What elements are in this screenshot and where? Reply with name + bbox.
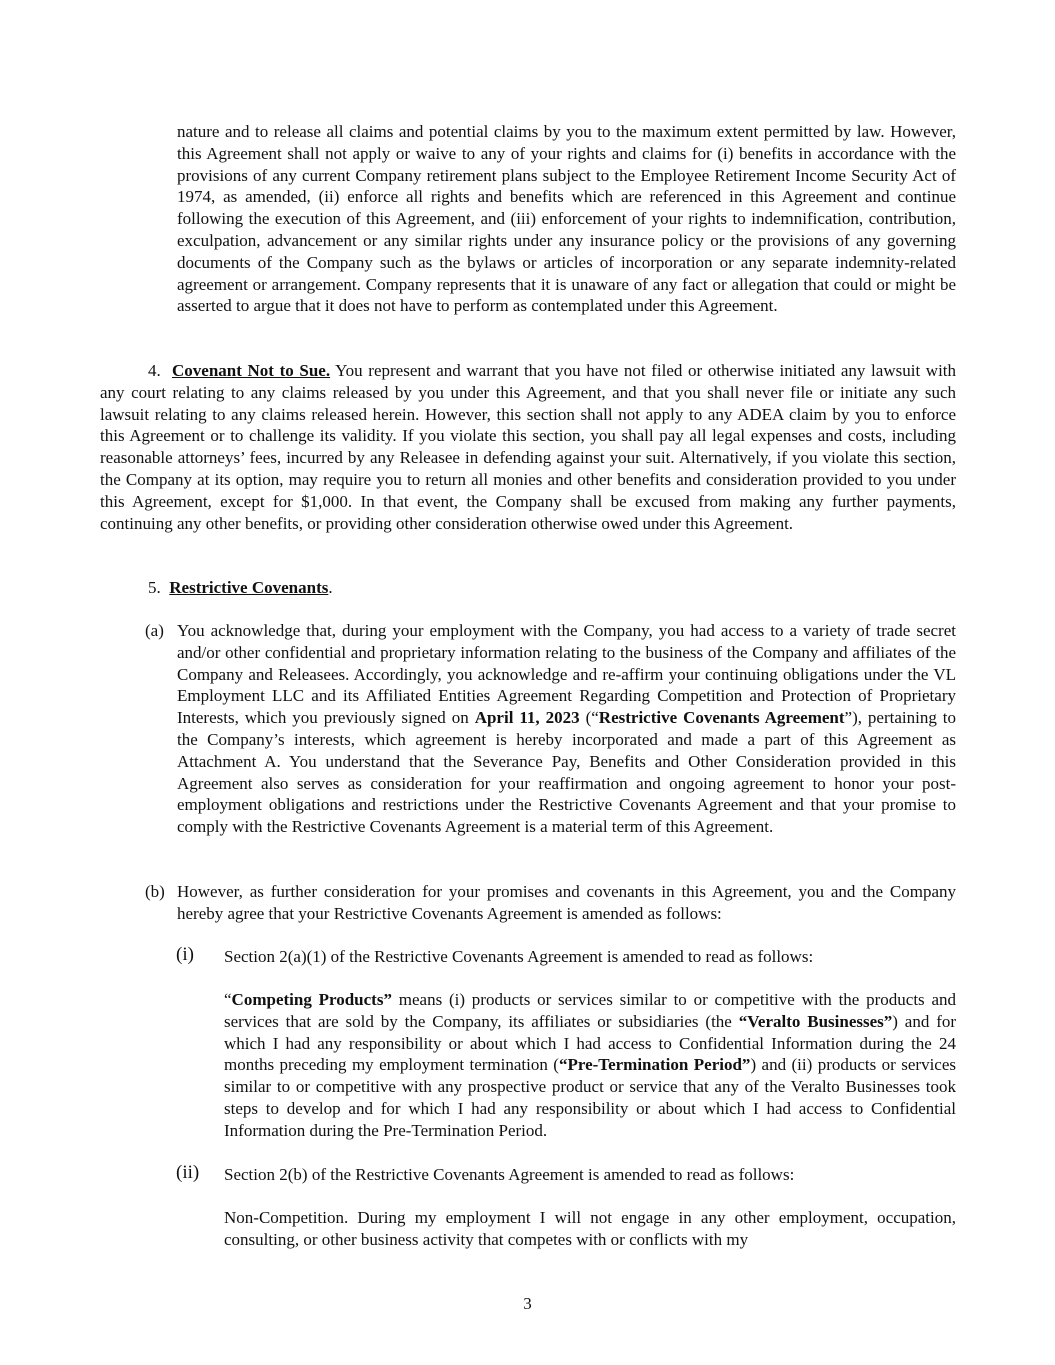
item-i-term-veralto-businesses: “Veralto Businesses” bbox=[738, 1011, 893, 1031]
clause-a-paragraph bbox=[177, 620, 956, 838]
section-4-paragraph bbox=[100, 360, 956, 534]
item-i-definition bbox=[224, 989, 956, 1142]
item-i-label: (i) bbox=[176, 944, 194, 965]
item-i-intro: Section 2(a)(1) of the Restrictive Covenants Agreement is amended to read as follows: bbox=[224, 947, 814, 966]
section-5-heading: Restrictive Covenants bbox=[169, 578, 329, 597]
continuation-paragraph: nature and to release all claims and potential claims by you to the maximum extent permitted by law. However, this Agreement shall not apply or waive to any of your rights and claims for (i) benefits in accordance with the provisions of any current Company retirement plans subject to the Employee Retirement Income Security Act of 1974, as amended, (ii) enforce all rights and benefits which are referenced in this Agreement and continue following the execution of this Agreement, and (iii) enforcement of your rights to indemnification, contribution, exculpation, advancement or any similar rights under any insurance policy or the provisions of any governing documents of the Company such as the bylaws or articles of incorporation or any separate indemnity-related agreement or arrangement. Company represents that it is unaware of any fact or allegation that could or might be asserted to argue that it does not have to perform as contemplated under this Agreement. bbox=[177, 122, 956, 316]
clause-a-label: (a) bbox=[145, 621, 164, 640]
section-4-body: You represent and warrant that you have not filed or otherwise initiated any lawsuit with any court relating to any claims released by you under this Agreement, and that you shall never file or initiate any such lawsuit relating to any claims released herein. However, this section shall not apply to any ADEA claim by you to enforce this Agreement or to challenge its validity. If you violate this section, you shall pay all legal expenses and costs, including reasonable attorneys’ fees, incurred by any Releasee in defending against your suit. Alternatively, if you violate this section, the Company at its option, may require you to return all monies and other benefits and consideration provided to you under this Agreement, except for $1,000. In that event, the Company shall be excused from making any further payments, continuing any other benefits, or providing other consideration otherwise owed under this Agreement. bbox=[100, 361, 957, 533]
item-ii-intro: Section 2(b) of the Restrictive Covenants Agreement is amended to read as follows: bbox=[224, 1165, 795, 1184]
item-i-quote-open: “ bbox=[224, 990, 232, 1009]
clause-a-date: April 11, 2023 bbox=[474, 708, 580, 728]
clause-a-text-3: ”), pertaining to the Company’s interests, which agreement is hereby incorporated and made a part of this Agreement as Attachment A. You understand that the Severance Pay, Benefits and Other Consideration provided in this Agreement also serves as consideration for your reaffirmation and ongoing agreement to honor your post-employment obligations and restrictions under the Restrictive Covenants Agreement and that your promise to comply with the Restrictive Covenants Agreement is a material term of this Agreement. bbox=[177, 708, 957, 837]
section-5-heading-suffix: . bbox=[328, 578, 333, 597]
page-number: 3 bbox=[523, 1294, 532, 1313]
item-i-text-2: ) and for which I had any responsibility or about which I had access to Confidential Information during the 24 months preceding my employment termination ( bbox=[224, 1011, 957, 1075]
item-i-term-pre-termination-period: “Pre-Termination Period” bbox=[558, 1055, 751, 1075]
clause-a-defined-term: Restrictive Covenants Agreement bbox=[598, 708, 845, 728]
item-i-text-1: means (i) products or services similar to or competitive with the products and services that are sold by the Company, its affiliates or subsidiaries (the bbox=[224, 990, 956, 1031]
item-i-term-competing-products: Competing Products” bbox=[231, 990, 392, 1009]
item-ii-label: (ii) bbox=[176, 1162, 200, 1183]
clause-a-text-2: (“ bbox=[585, 708, 599, 728]
item-i-text-3: ) and (ii) products or services similar to or competitive with any prospective product or service that any of the Veralto Businesses took steps to develop and for which I had any responsibility or about which I had access to Confidential Information during the Pre-Termination Period. bbox=[224, 1055, 957, 1140]
item-ii-text: Non-Competition. During my employment I will not engage in any other employment, occupation, consulting, or other business activity that competes with or conflicts with my bbox=[224, 1208, 956, 1249]
section-4-number: 4. bbox=[148, 361, 161, 380]
section-5-heading-line bbox=[148, 577, 956, 599]
section-5-number: 5. bbox=[148, 578, 161, 597]
section-4-heading: Covenant Not to Sue. bbox=[172, 361, 331, 380]
clause-b-label: (b) bbox=[145, 882, 165, 901]
clause-b-paragraph: However, as further consideration for your promises and covenants in this Agreement, you and the Company hereby agree that your Restrictive Covenants Agreement is amended as follows: bbox=[177, 882, 956, 923]
clause-a-text-1: You acknowledge that, during your employment with the Company, you had access to a variety of trade secret and/or other confidential and proprietary information relating to the business of the Company and affiliates of the Company and Releasees. Accordingly, you acknowledge and re-affirm your continuing obligations under the VL Employment LLC and its Affiliated Entities Agreement Regarding Competition and Protection of Proprietary Interests, which you previously signed on bbox=[177, 621, 956, 728]
